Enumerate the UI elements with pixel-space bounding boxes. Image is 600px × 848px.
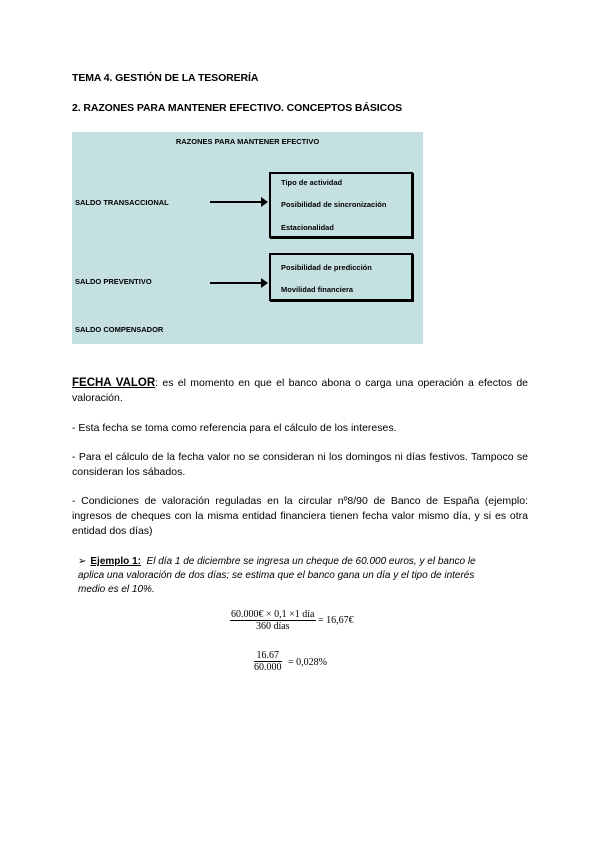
example-block (78, 555, 504, 597)
formula2-fraction (254, 650, 282, 673)
box2-item: Movilidad financiera (281, 285, 354, 294)
box1-item: Estacionalidad (281, 223, 334, 232)
transaccional-box (269, 172, 413, 238)
example-label: Ejemplo 1: (90, 556, 141, 567)
section-title: 2. RAZONES PARA MANTENER EFECTIVO. CONCEPTOS BÁSICOS (72, 102, 403, 114)
cash-reasons-diagram (72, 132, 423, 344)
fecha-valor-definition (72, 376, 528, 406)
box1-item: Posibilidad de sincronización (281, 200, 387, 209)
formula2-result: = 0,028% (288, 657, 327, 668)
diagram-title: RAZONES PARA MANTENER EFECTIVO (175, 137, 320, 146)
topic-title: TEMA 4. GESTIÓN DE LA TESORERÍA (72, 72, 259, 84)
label-compensador: SALDO COMPENSADOR (75, 325, 164, 334)
formula1-result: = 16,67€ (318, 615, 354, 626)
paragraph: - Condiciones de valoración reguladas en la circular nº8/90 de Banco de España (ejemplo: ingresos de cheques con la misma entidad financiera tienen fecha valor mismo día, y si es otra entidad dos días) (72, 495, 528, 537)
formula1-numerator: 60.000€ × 0,1 ×1 día (231, 609, 315, 620)
formula1-denominator: 360 días (255, 621, 290, 632)
fecha-valor-text: : es el momento en que el banco abona o carga una operación a efectos de valoración. (72, 377, 528, 404)
arrow-transaccional (210, 201, 262, 203)
paragraph: - Esta fecha se toma como referencia para el cálculo de los intereses. (72, 422, 397, 434)
preventivo-box (269, 253, 413, 301)
example-text: El día 1 de diciembre se ingresa un cheque de 60.000 euros, y el banco le aplica una valoración de dos días; se estima que el banco gana un día y el tipo de interés medio es el 10%. (78, 556, 476, 595)
label-transaccional: SALDO TRANSACCIONAL (75, 198, 169, 207)
bullet-arrow-icon: ➢ (78, 556, 87, 567)
formula2-denominator: 60.000 (254, 662, 282, 673)
fecha-valor-term: FECHA VALOR (72, 377, 156, 389)
paragraph: - Para el cálculo de la fecha valor no se consideran ni los domingos ni días festivos. Tampoco se consideran los sábados. (72, 451, 528, 478)
box2-item: Posibilidad de predicción (281, 263, 372, 272)
formula1-fraction (230, 609, 316, 632)
label-preventivo: SALDO PREVENTIVO (75, 277, 152, 286)
formula2-numerator: 16.67 (254, 650, 282, 662)
arrow-preventivo (210, 282, 262, 284)
box1-item: Tipo de actividad (281, 178, 343, 187)
